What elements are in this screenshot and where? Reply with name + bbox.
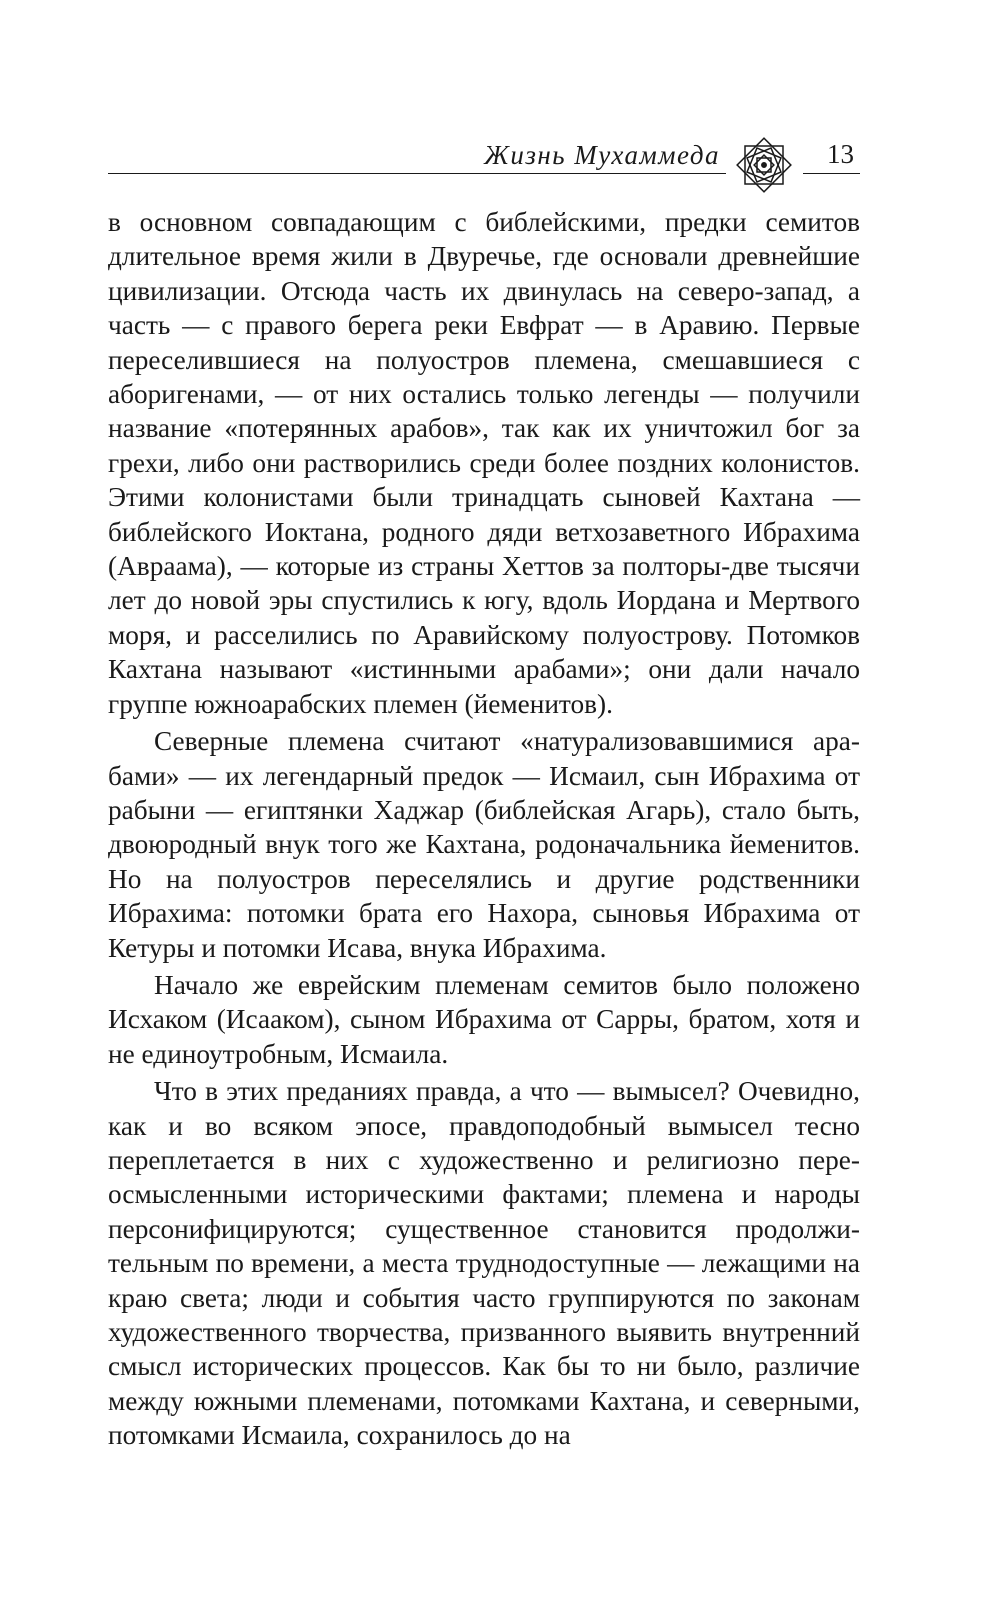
octagram-ornament-icon: [733, 134, 795, 196]
paragraph: Северные племена считают «натурализовавшимися арабами» — их легендарный предок — Исмаил, сын Ибрахима от рабыни — египтянки Хаджар (библейская Агарь), стало быть, двоюродный внук того же Кахтана, родоначальника йеменитов. Но на полуостров переселялись и другие родственники Ибрахима: потомки брата его Нахора, сыновья Ибрахима от Кетуры и потомки Исава, внука Ибрахима.: [108, 726, 860, 963]
running-title: Жизнь Мухаммеда: [484, 140, 720, 170]
paragraph: Начало же еврейским племенам семитов было положено Исхаком (Исааком), сыном Ибрахима от Сарры, братом, хотя и не единоутробным, Исмаила.: [108, 969, 860, 1069]
header-rule-right: [803, 173, 860, 174]
body-text: [108, 205, 860, 1453]
page-number: 13: [827, 139, 854, 169]
paragraph-continued: в основном совпадающим с библейскими, предки семитов длительное время жили в Двуречье, где основали древнейшие цивилизации. Отсюда часть их двинулась на северо-запад, а часть — с правого берега реки Евфрат — в Аравию. Первые переселившиеся на полуостров племена, смешавшиеся с аборигенами, — от них остались только легенды — получили название «потерянных арабов», так как их уничтожил бог за грехи, либо они растворились среди более поздних колонистов. Этими колонистами были тринадцать сыновей Кахтана — библейского Иоктана, родного дяди ветхозаветного Ибрахима (Авраама), — которые из страны Хеттов за полторы-две тысячи лет до новой эры спустились к югу, вдоль Иордана и Мертвого моря, и расселились по Аравийскому полуострову. Потомков Кахтана называют «истинными арабами»; они дали начало группе южноарабских племен (йеменитов).: [108, 207, 860, 719]
running-header: [108, 130, 860, 190]
paragraph: Что в этих преданиях правда, а что — вымысел? Очевидно, как и во всяком эпосе, правдоподобный вымысел тесно переплетается в них с художественно и религиозно переосмысленными историческими фактами; племена и народы персонифицируются; существенное становится продолжительным по времени, а места труднодоступные — лежащими на краю света; люди и события часто группируются по законам художественного творчества, призванного выявить внутренний смысл исторических процессов. Как бы то ни было, различие между южными племенами, потомками Кахтана, и северными, потомками Исмаила, сохранилось до на: [108, 1076, 860, 1451]
header-rule-left: [108, 173, 726, 174]
